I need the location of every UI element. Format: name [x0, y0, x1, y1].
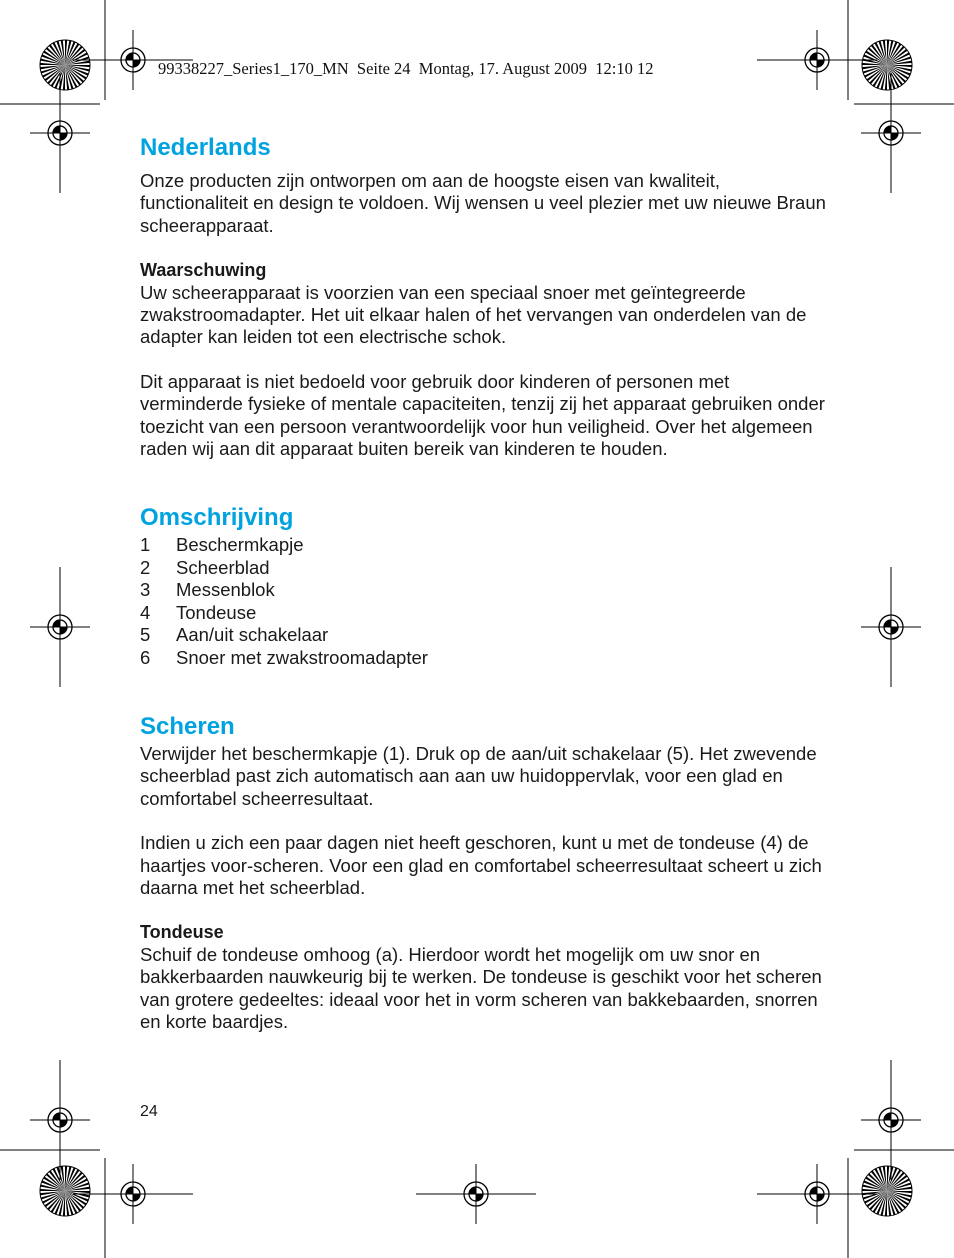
- children-paragraph: Dit apparaat is niet bedoeld voor gebruik door kinderen of personen met verminderde fysieke of mentale capaciteiten, tenzij zij het apparaat gebruiken onder toezicht van een persoon verantwoordelijk voor hun veiligheid. Over het algemeen raden wij aan dit apparaat buiten bereik van kinderen te houden.: [140, 370, 825, 460]
- registration-crosshair: [757, 30, 877, 90]
- list-item-number: 1: [140, 534, 151, 556]
- tondeuse-paragraph: Schuif de tondeuse omhoog (a). Hierdoor wordt het mogelijk om uw snor en bakkerbaarden nauwkeurig bij te werken. De tondeuse is geschikt voor het scheren van grotere gedeeltes: ideaal voor het in vorm scheren van bakkebaarden, snorren en korte baardjes.: [140, 943, 822, 1032]
- registration-crosshair: [416, 1164, 536, 1224]
- registration-crosshair: [757, 1164, 877, 1224]
- list-item-label: Scheerblad: [176, 556, 270, 578]
- list-item-number: 3: [140, 579, 151, 601]
- tondeuse-title: Tondeuse: [140, 922, 224, 943]
- warning-paragraph: Uw scheerapparaat is voorzien van een speciaal snoer met geïntegreerde zwakstroomadapter. Het uit elkaar halen of het vervangen van onderdelen van de adapter kan leiden tot een electrische schok.: [140, 281, 807, 348]
- list-item-label: Beschermkapje: [176, 534, 304, 556]
- list-item: [140, 624, 830, 646]
- page-content: [140, 132, 830, 1033]
- parts-list: [140, 534, 830, 668]
- registration-crosshair: [30, 567, 90, 687]
- warning-title: Waarschuwing: [140, 260, 267, 281]
- list-item-number: 5: [140, 624, 151, 646]
- list-item: [140, 647, 830, 669]
- list-item: [140, 557, 830, 579]
- page-number: 24: [140, 1103, 158, 1120]
- list-item: [140, 602, 830, 624]
- list-item: [140, 579, 830, 601]
- shaving-paragraph-1: Verwijder het beschermkapje (1). Druk op de aan/uit schakelaar (5). Het zwevende scheerblad past zich automatisch aan aan uw huidoppervlak, voor een glad en comfortabel scheerresultaat.: [140, 742, 817, 809]
- color-starburst: [862, 1166, 912, 1216]
- list-item: [140, 534, 830, 556]
- list-item-number: 4: [140, 601, 151, 623]
- list-item-number: 6: [140, 646, 151, 668]
- list-item-label: Tondeuse: [176, 601, 257, 623]
- heading-nederlands: Nederlands: [140, 134, 271, 161]
- shaving-paragraph-2: Indien u zich een paar dagen niet heeft geschoren, kunt u met de tondeuse (4) de haartjes voor-scheren. Voor een glad en comfortabel scheerresultaat scheert u zich daarna met het scheerblad.: [140, 832, 822, 898]
- registration-crosshair: [73, 1164, 193, 1224]
- list-item-label: Messenblok: [176, 579, 275, 601]
- color-starburst: [40, 1166, 90, 1216]
- print-slug: 99338227_Series1_170_MN Seite 24 Montag, 17. August 2009 12:10 12: [158, 59, 654, 78]
- intro-paragraph: Onze producten zijn ontworpen om aan de hoogste eisen van kwaliteit, functionaliteit en design te voldoen. Wij wensen u veel plezier met uw nieuwe Braun scheerapparaat.: [140, 170, 826, 236]
- color-starburst: [862, 40, 912, 90]
- list-item-label: Snoer met zwakstroomadapter: [176, 646, 428, 668]
- registration-crosshair: [30, 73, 90, 193]
- registration-crosshair: [861, 73, 921, 193]
- heading-scheren: Scheren: [140, 712, 235, 740]
- registration-crosshair: [861, 567, 921, 687]
- color-starburst: [40, 40, 90, 90]
- registration-crosshair: [30, 1060, 90, 1180]
- list-item-number: 2: [140, 556, 151, 578]
- heading-omschrijving: Omschrijving: [140, 504, 294, 532]
- registration-crosshair: [861, 1060, 921, 1180]
- list-item-label: Aan/uit schakelaar: [176, 624, 329, 646]
